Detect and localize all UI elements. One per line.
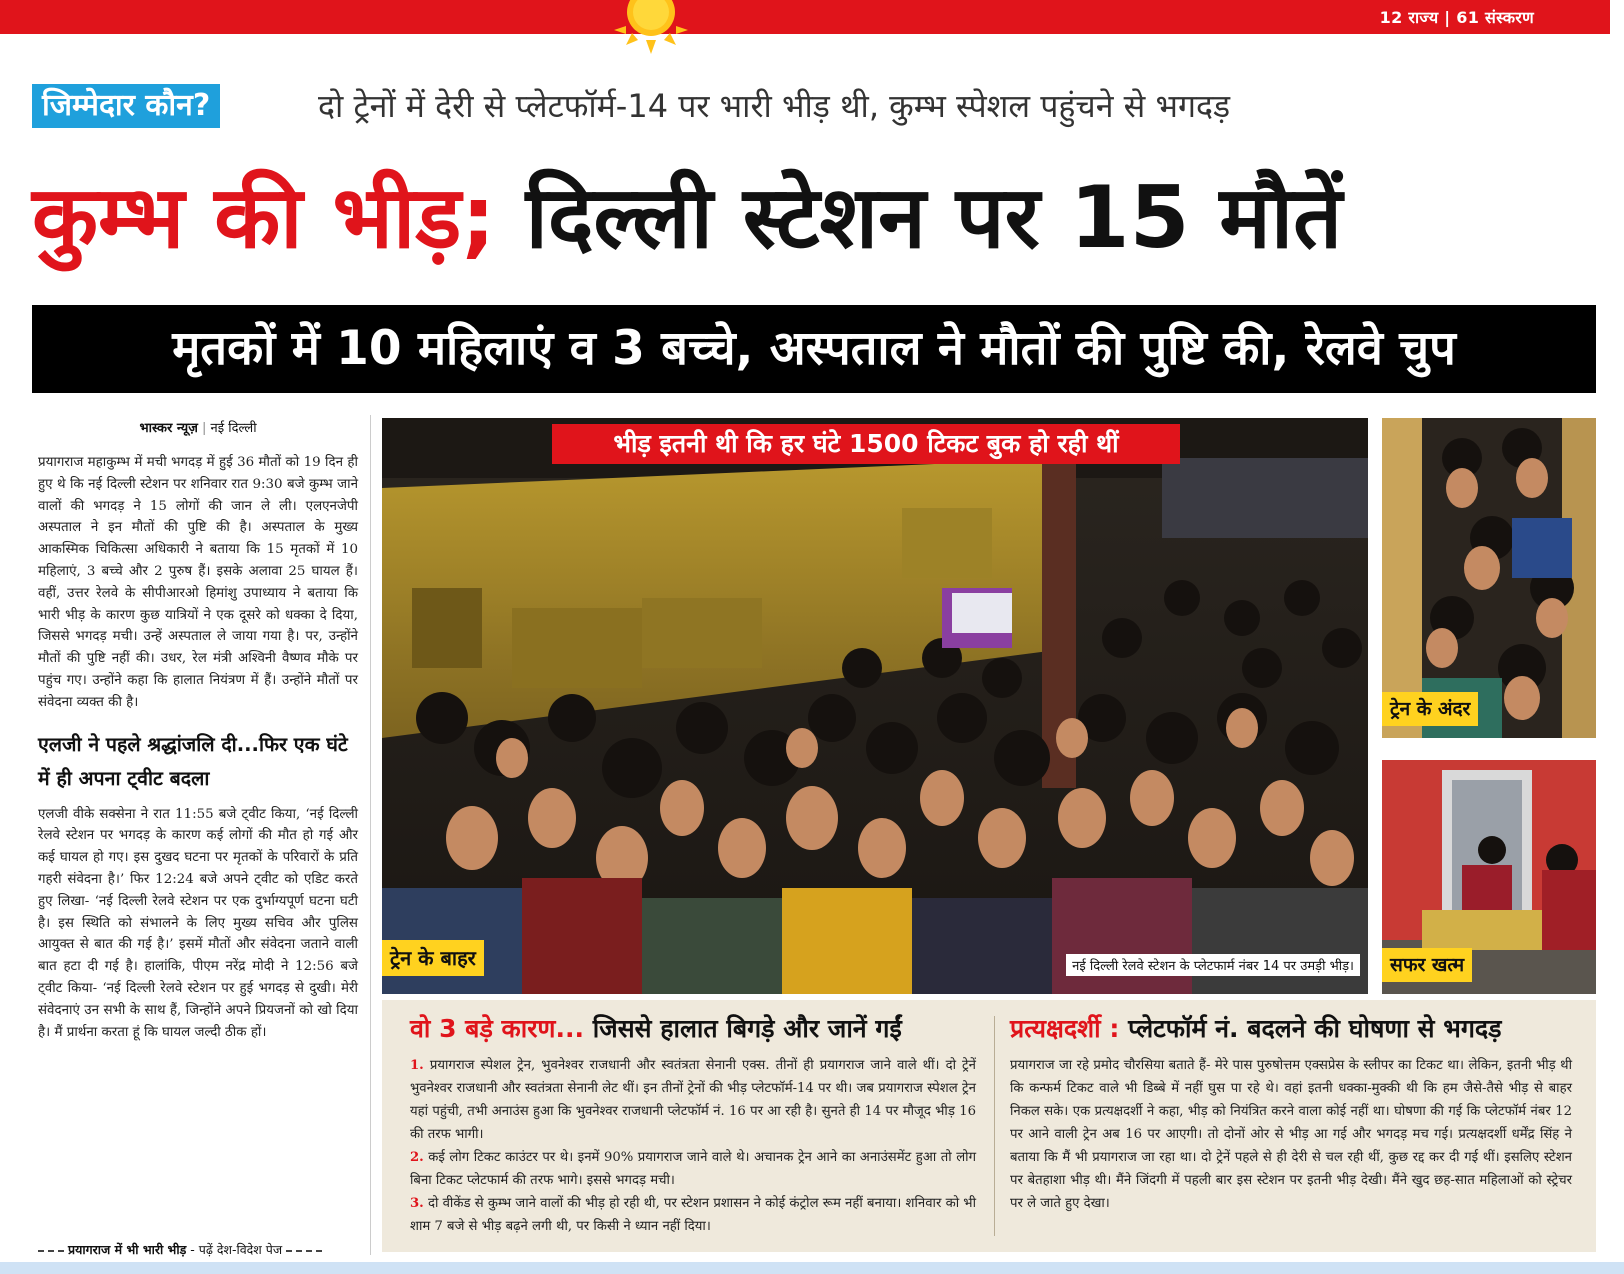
kicker-tag: जिम्मेदार कौन?	[32, 84, 220, 128]
headline-black: दिल्ली स्टेशन पर 15 मौतें	[525, 168, 1343, 268]
subheadline-bar: मृतकों में 10 महिलाएं व 3 बच्चे, अस्पताल ने मौतों की पुष्टि की, रेलवे चुप	[32, 305, 1596, 393]
photo-banner: भीड़ इतनी थी कि हर घंटे 1500 टिकट बुक हो रही थीं	[552, 424, 1180, 464]
side-photo-inside-train	[1382, 418, 1596, 738]
article-paragraph-1: प्रयागराज महाकुम्भ में मची भगदड़ में हुई 36 मौतों को 19 दिन ही हुए थे कि नई दिल्ली स्टेशन पर शनिवार रात 9:30 बजे कुम्भ जाने वालों की भगदड़ ने 15 लोगों की जान ले ली। एलएनजेपी अस्पताल ने इन मौतों की पुष्टि की है। अस्पताल के मुख्य आकस्मिक चिकित्सा अधिकारी ने बताया कि 15 मृतकों में 10 महिलाएं, 3 बच्चे और 2 पुरुष हैं। इसके अलावा 25 घायल हैं। वहीं, उत्तर रेलवे के सीपीआरओ हिमांशु उपाध्याय ने बताया कि भारी भीड़ के कारण कुछ यात्रियों ने एक दूसरे को धक्का दे दिया, जिससे भगदड़ मची। उन्हें अस्पताल ले जाया गया है। पर, उन्होंने मौतों की पुष्टि नहीं की। उधर, रेल मंत्री अश्विनी वैष्णव मौके पर पहुंच गए। उन्होंने कहा कि हालात नियंत्रण में हैं। उन्होंने मौतों पर संवेदना व्यक्त की है।	[38, 455, 358, 710]
masthead-bar	[0, 0, 1610, 34]
photo-label-journey-over: सफर खत्म	[1382, 948, 1472, 982]
photo-caption: नई दिल्ली रेलवे स्टेशन के प्लेटफार्म नंबर 14 पर उमड़ी भीड़।	[1066, 954, 1360, 976]
eyewitness-text: प्रयागराज जा रहे प्रमोद चौरसिया बताते हैं- मेरे पास पुरुषोत्तम एक्सप्रेस के स्लीपर का टिकट था। लेकिन, इतनी भीड़ थी कि कन्फर्म टिकट वाले भी डिब्बे में नहीं घुस पा रहे थे। वहां इतनी धक्का-मुक्की थी कि हम जैसे-तैसे भीड़ से बाहर निकल सके। एक प्रत्यक्षदर्शी ने कहा, भीड़ को नियंत्रित करने वाला कोई नहीं था। घोषणा की गई कि प्लेटफॉर्म नंबर 12 पर आने वाली ट्रेन अब 16 पर आएगी। तो दोनों ओर से भीड़ आ गई और भगदड़ मच गई। प्रत्यक्षदर्शी धर्मेंद्र सिंह ने बताया कि मैं भी प्रयागराज जा रहा था। दो ट्रेनें पहले से ही देरी से चल रही थीं, कुछ रद्द कर दी गई थीं। इसलिए स्टेशन पर बेतहाशा भीड़ थी। मैंने जिंदगी में पहली बार इस स्टेशन पर इतनी भीड़ देखी। मैंने खुद छह-सात महिलाओं को स्ट्रेचर पर ले जाते हुए देखा।	[1010, 1058, 1572, 1211]
reasons-column	[410, 1010, 976, 1238]
reasons-list	[410, 1054, 976, 1238]
box-divider	[994, 1016, 995, 1236]
edition-info: 12 राज्य | 61 संस्करण	[1379, 8, 1534, 27]
column-divider	[370, 415, 371, 1255]
page-gutter	[1610, 0, 1624, 1274]
reason-text: कई लोग टिकट काउंटर पर थे। इनमें 90% प्रयागराज जाने वाले थे। अचानक ट्रेन आने का अनाउंसमेंट हुआ तो लोग बिना टिकट प्लेटफार्म की तरफ भागे। इससे भगदड़ मची।	[410, 1150, 976, 1188]
headline	[32, 158, 1342, 278]
byline: भास्कर न्यूज़ | नई दिल्ली	[139, 421, 257, 436]
reasons-heading	[410, 1010, 976, 1048]
main-photo-crowd	[382, 418, 1368, 994]
reason-text: दो वीकेंड से कुम्भ जाने वालों की भीड़ हो रही थी, पर स्टेशन प्रशासन ने कोई कंट्रोल रूम नहीं बनाया। शनिवार को भी शाम 7 बजे से भीड़ बढ़ने लगी थी, पर किसी ने ध्यान नहीं दिया।	[410, 1196, 976, 1234]
byline-source: भास्कर न्यूज़	[139, 421, 198, 436]
photo-label-outside: ट्रेन के बाहर	[382, 940, 484, 976]
reason-number: 3.	[410, 1196, 424, 1211]
reason-number: 2.	[410, 1150, 424, 1165]
eyewitness-heading-black: प्लेटफॉर्म नं. बदलने की घोषणा से भगदड़	[1119, 1014, 1502, 1043]
side-photo-journey-over	[1382, 760, 1596, 994]
reason-text: प्रयागराज स्पेशल ट्रेन, भुवनेश्वर राजधानी और स्वतंत्रता सेनानी एक्स. तीनों ही प्रयागराज जाने वाले थीं। दो ट्रेनें भुवनेश्वर राजधानी और स्वतंत्रता सेनानी लेट थीं। इन तीनों ट्रेनों की भीड़ प्लेटफॉर्म-14 पर थी। जब प्रयागराज स्पेशल ट्रेन यहां पहुंची, तभी अनाउंस हुआ कि भुवनेश्वर राजधानी प्लेटफॉर्म नं. 16 पर आ रही है। सुनते ही 14 पर मौजूद भीड़ 16 की तरफ भागी।	[410, 1058, 976, 1142]
article-paragraph-2: एलजी वीके सक्सेना ने रात 11:55 बजे ट्वीट किया, ‘नई दिल्ली रेलवे स्टेशन पर भगदड़ के कारण कई लोगों की मौत हो गई और कई घायल हो गए। इस दुखद घटना पर मृतकों के परिवारों के प्रति गहरी संवेदना है।’ फिर 12:24 बजे अपने ट्वीट को एडिट करते हुए लिखा- ‘नई दिल्ली रेलवे स्टेशन पर एक दुर्भाग्यपूर्ण घटना घटी है। इस स्थिति को संभालने के लिए मुख्य सचिव और पुलिस आयुक्त से बात की गई है।’ इसमें मौतों और संवेदना जताने वाली बात हटा दी गई है। हालांकि, पीएम नरेंद्र मोदी ने 12:56 बजे ट्वीट किया- ‘नई दिल्ली रेलवे स्टेशन पर हुई भगदड़ से दुखी। मेरी संवेदनाएं उन सभी के साथ हैं, जिन्होंने अपने प्रियजनों को खो दिया है। मैं प्रार्थना करता हूं कि घायल जल्दी ठीक हों।	[38, 806, 358, 1040]
sun-logo	[612, 0, 690, 56]
eyewitness-column	[1010, 1010, 1572, 1215]
byline-place: नई दिल्ली	[210, 421, 257, 436]
reason-number: 1.	[410, 1058, 424, 1073]
page-reference-bold: प्रयागराज में भी भारी भीड़	[68, 1242, 187, 1257]
page-reference-rest: - पढ़ें देश-विदेश पेज	[186, 1242, 283, 1257]
eyewitness-heading-red: प्रत्यक्षदर्शी :	[1010, 1014, 1120, 1043]
reasons-heading-red: वो 3 बड़े कारण...	[410, 1014, 584, 1043]
kicker-text: दो ट्रेनों में देरी से प्लेटफॉर्म-14 पर भारी भीड़ थी, कुम्भ स्पेशल पहुंचने से भगदड़	[318, 87, 1231, 125]
photo-label-inside: ट्रेन के अंदर	[1382, 692, 1478, 726]
article-subhead: एलजी ने पहले श्रद्धांजलि दी...फिर एक घंटे में ही अपना ट्वीट बदला	[38, 732, 348, 790]
eyewitness-heading	[1010, 1010, 1572, 1048]
bottom-strip	[0, 1262, 1624, 1274]
left-column	[38, 410, 358, 1258]
page-reference	[38, 1241, 358, 1258]
reasons-box	[382, 1000, 1596, 1252]
reasons-heading-black: जिससे हालात बिगड़े और जानें गईं	[584, 1014, 902, 1043]
headline-red: कुम्भ की भीड़;	[32, 168, 496, 268]
